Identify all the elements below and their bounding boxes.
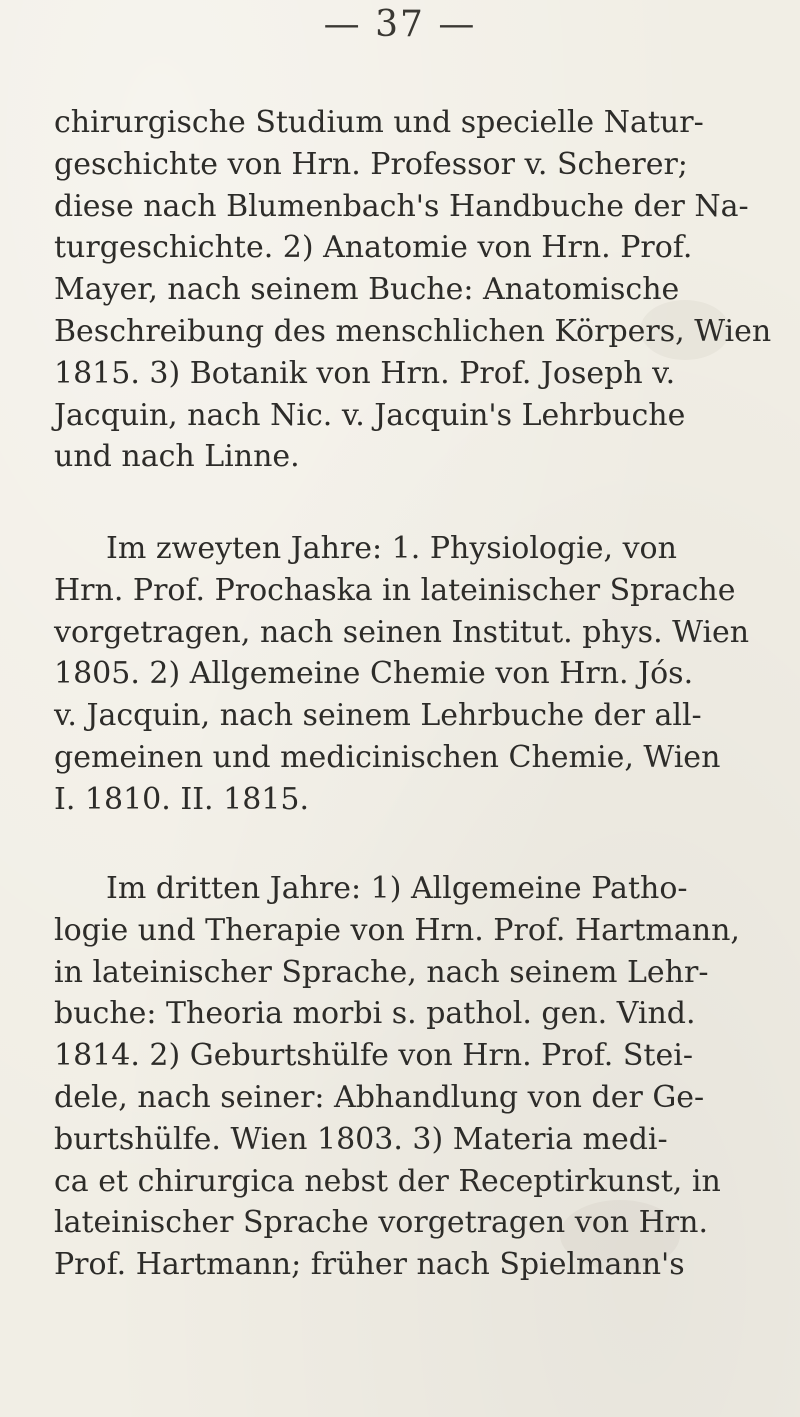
- text-line: burtshülfe. Wien 1803. 3) Materia medi-: [54, 1121, 668, 1157]
- text-line: 1805. 2) Allgemeine Chemie von Hrn. Jós.: [54, 656, 694, 692]
- text-line: geschichte von Hrn. Professor v. Scherer;: [54, 146, 688, 182]
- text-line: logie und Therapie von Hrn. Prof. Hartmann,: [54, 912, 740, 948]
- text-line: lateinischer Sprache vorgetragen von Hrn.: [54, 1205, 708, 1241]
- text-line: und nach Linne.: [54, 439, 300, 475]
- text-line: turgeschichte. 2) Anatomie von Hrn. Prof.: [54, 230, 693, 266]
- text-line: Im dritten Jahre: 1) Allgemeine Patho-: [106, 871, 688, 906]
- paragraph: [54, 868, 740, 1286]
- text-line: Im zweyten Jahre: 1. Physiologie, von: [106, 531, 677, 566]
- page-number: — 37 —: [323, 4, 477, 45]
- text-line: chirurgische Studium und specielle Natur-: [54, 105, 704, 140]
- text-line: Jacquin, nach Nic. v. Jacquin's Lehrbuche: [54, 397, 686, 433]
- text-line: v. Jacquin, nach seinem Lehrbuche der all-: [54, 698, 702, 734]
- text-line: I. 1810. II. 1815.: [54, 781, 309, 817]
- text-line: diese nach Blumenbach's Handbuche der Na-: [54, 188, 749, 224]
- text-line: 1814. 2) Geburtshülfe von Hrn. Prof. Stei-: [54, 1038, 693, 1074]
- text-line: Prof. Hartmann; früher nach Spielmann's: [54, 1247, 685, 1283]
- paragraph: [54, 102, 772, 478]
- text-line: Hrn. Prof. Prochaska in lateinischer Sprache: [54, 572, 736, 608]
- paragraph: [54, 528, 750, 821]
- text-line: vorgetragen, nach seinen Institut. phys. Wien: [54, 614, 750, 650]
- text-line: gemeinen und medicinischen Chemie, Wien: [54, 739, 721, 775]
- text-line: in lateinischer Sprache, nach seinem Lehr-: [54, 954, 709, 990]
- text-line: ca et chirurgica nebst der Receptirkunst, in: [54, 1163, 721, 1199]
- text-line: 1815. 3) Botanik von Hrn. Prof. Joseph v.: [54, 355, 676, 391]
- text-line: Beschreibung des menschlichen Körpers, Wien: [54, 313, 772, 349]
- text-line: dele, nach seiner: Abhandlung von der Ge-: [54, 1079, 705, 1115]
- text-line: buche: Theoria morbi s. pathol. gen. Vind.: [54, 996, 696, 1032]
- text-line: Mayer, nach seinem Buche: Anatomische: [54, 272, 680, 308]
